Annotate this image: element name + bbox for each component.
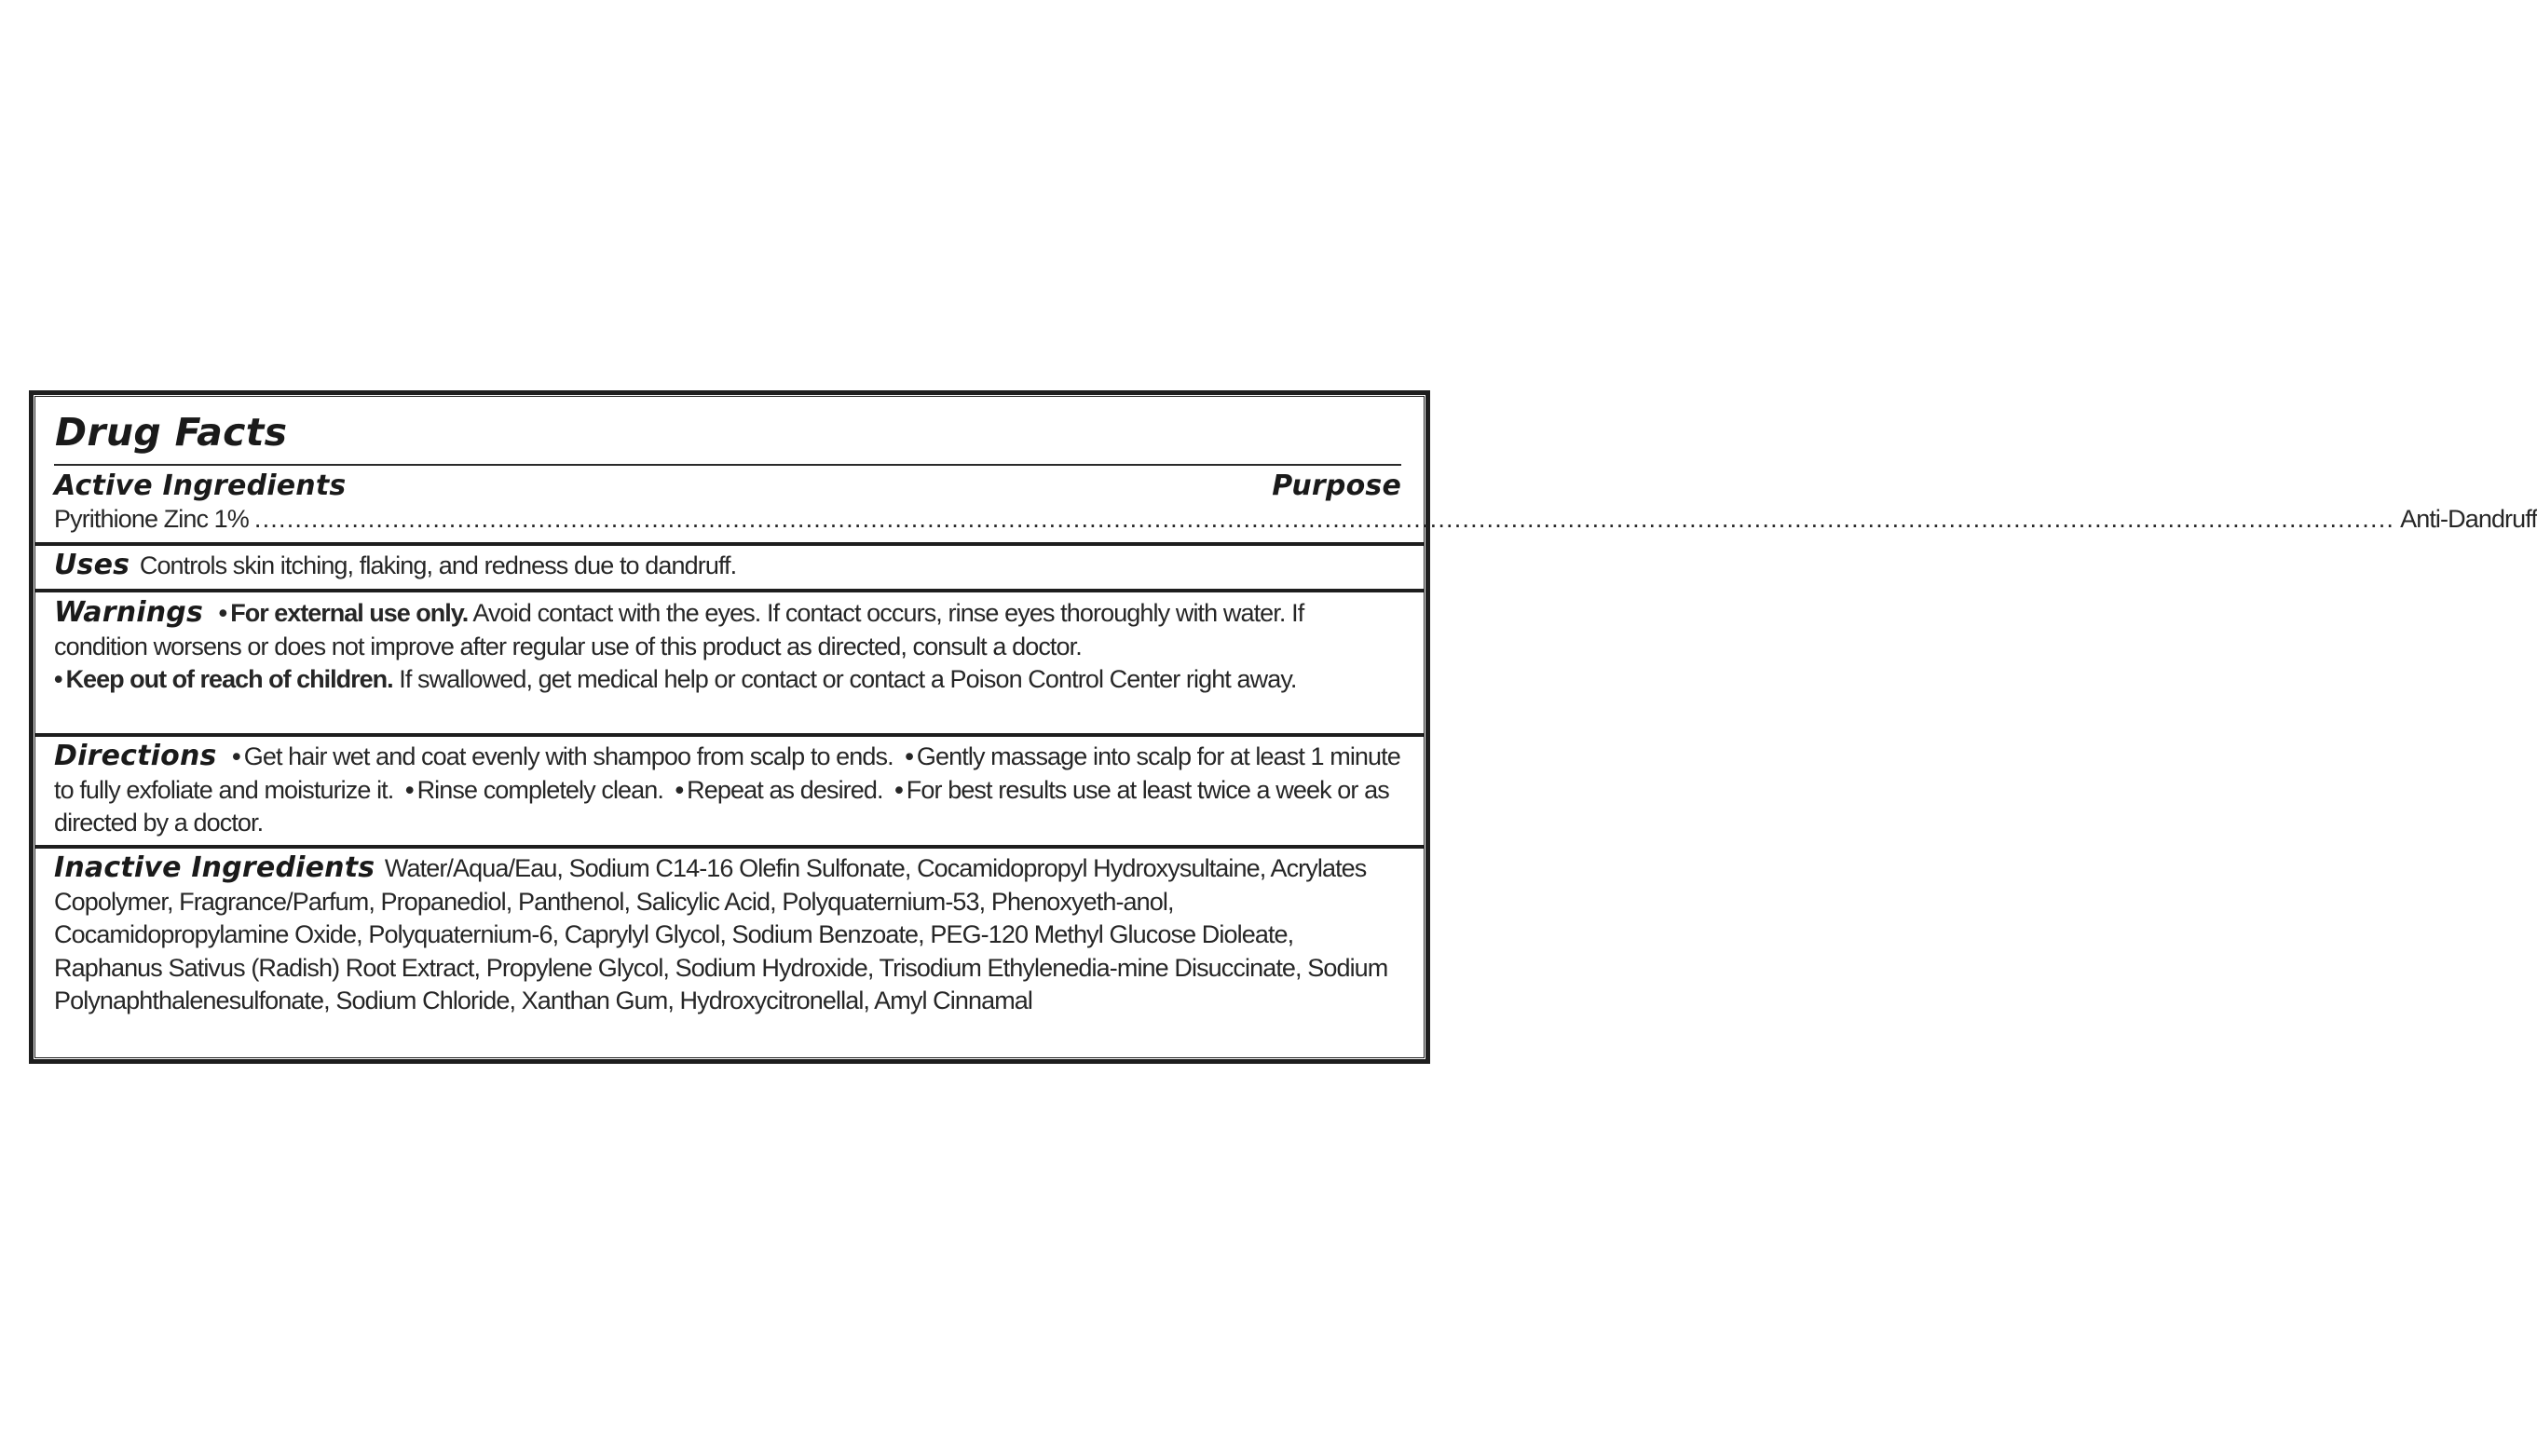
directions-heading: Directions — [54, 740, 217, 772]
bullet-icon: • — [232, 742, 240, 770]
direction-item: Repeat as desired. — [687, 775, 883, 804]
bullet-icon: • — [675, 775, 684, 804]
uses-heading: Uses — [54, 549, 130, 581]
bullet-icon: • — [218, 599, 227, 627]
active-ingredient-name: Pyrithione Zinc 1% — [54, 505, 249, 533]
bullet-icon: • — [54, 665, 62, 693]
bullet-icon: • — [405, 775, 414, 804]
title-rule — [54, 464, 1401, 466]
direction-item: For best results use at least twice a week or as directed by a doctor. — [54, 775, 1389, 837]
uses-text: Controls skin itching, flaking, and redness due to dandruff. — [139, 551, 737, 579]
drug-facts-panel — [29, 390, 2537, 1064]
active-ingredient-line — [54, 505, 2537, 538]
direction-item: Rinse completely clean. — [416, 775, 663, 804]
section-divider — [35, 733, 1424, 737]
warning-children: Keep out of reach of children. — [65, 665, 393, 693]
warning-external-use: For external use only. — [230, 599, 469, 627]
bullet-icon: • — [905, 742, 913, 770]
uses-section — [54, 549, 1401, 583]
drug-facts-title: Drug Facts — [55, 410, 288, 455]
section-divider — [35, 845, 1424, 849]
drug-facts-inner-border — [34, 396, 2537, 1058]
inactive-ingredients-section — [54, 851, 1401, 1018]
direction-item: Gently massage into scalp for at least 1 minute to fully exfoliate and moisturize it. — [54, 742, 1400, 804]
warning-children-text: If swallowed, get medical help or contact or contact a Poison Control Center right away. — [399, 665, 1297, 693]
warning-external-text: Avoid contact with the eyes. If contact occurs, rinse eyes thoroughly with water. If condition worsens or does not improve after regular use of this product as directed, consult a doctor. — [54, 599, 1304, 660]
direction-item: Get hair wet and coat evenly with shampoo from scalp to ends. — [243, 742, 893, 770]
section-divider — [35, 542, 1424, 546]
inactive-ingredients-text: Water/Aqua/Eau, Sodium C14-16 Olefin Sulfonate, Cocamidopropyl Hydroxysultaine, Acrylates Copolymer, Fragrance/Parfum, Propanediol, Panthenol, Salicylic Acid, Polyquaternium-53, Phenoxyeth-anol, Cocamidopropylamine Oxide, Polyquaternium-6, Caprylyl Glycol, Sodium Benzoate, PEG-120 Methyl Glucose Dioleate, Raphanus Sativus (Radish) Root Extract, Propylene Glycol, Sodium Hydroxide, Trisodium Ethylenedia-mine Disuccinate, Sodium Polynaphthalenesulfonate, Sodium Chloride, Xanthan Gum, Hydroxycitronellal, Amyl Cinnamal — [54, 854, 1388, 1014]
directions-section — [54, 740, 1401, 840]
section-divider — [35, 589, 1424, 592]
active-ingredients-heading: Active Ingredients — [54, 469, 347, 502]
warnings-section — [54, 596, 1401, 697]
purpose-heading: Purpose — [1272, 469, 1401, 502]
warnings-heading: Warnings — [54, 596, 204, 629]
active-ingredient-purpose: Anti-Dandruff — [2400, 505, 2537, 533]
leader-dots: ........................................................................................................................................................................................................................................................................ — [253, 505, 2395, 533]
bullet-icon: • — [894, 775, 903, 804]
inactive-ingredients-heading: Inactive Ingredients — [54, 851, 375, 884]
active-ingredients-header-row — [54, 469, 1401, 507]
